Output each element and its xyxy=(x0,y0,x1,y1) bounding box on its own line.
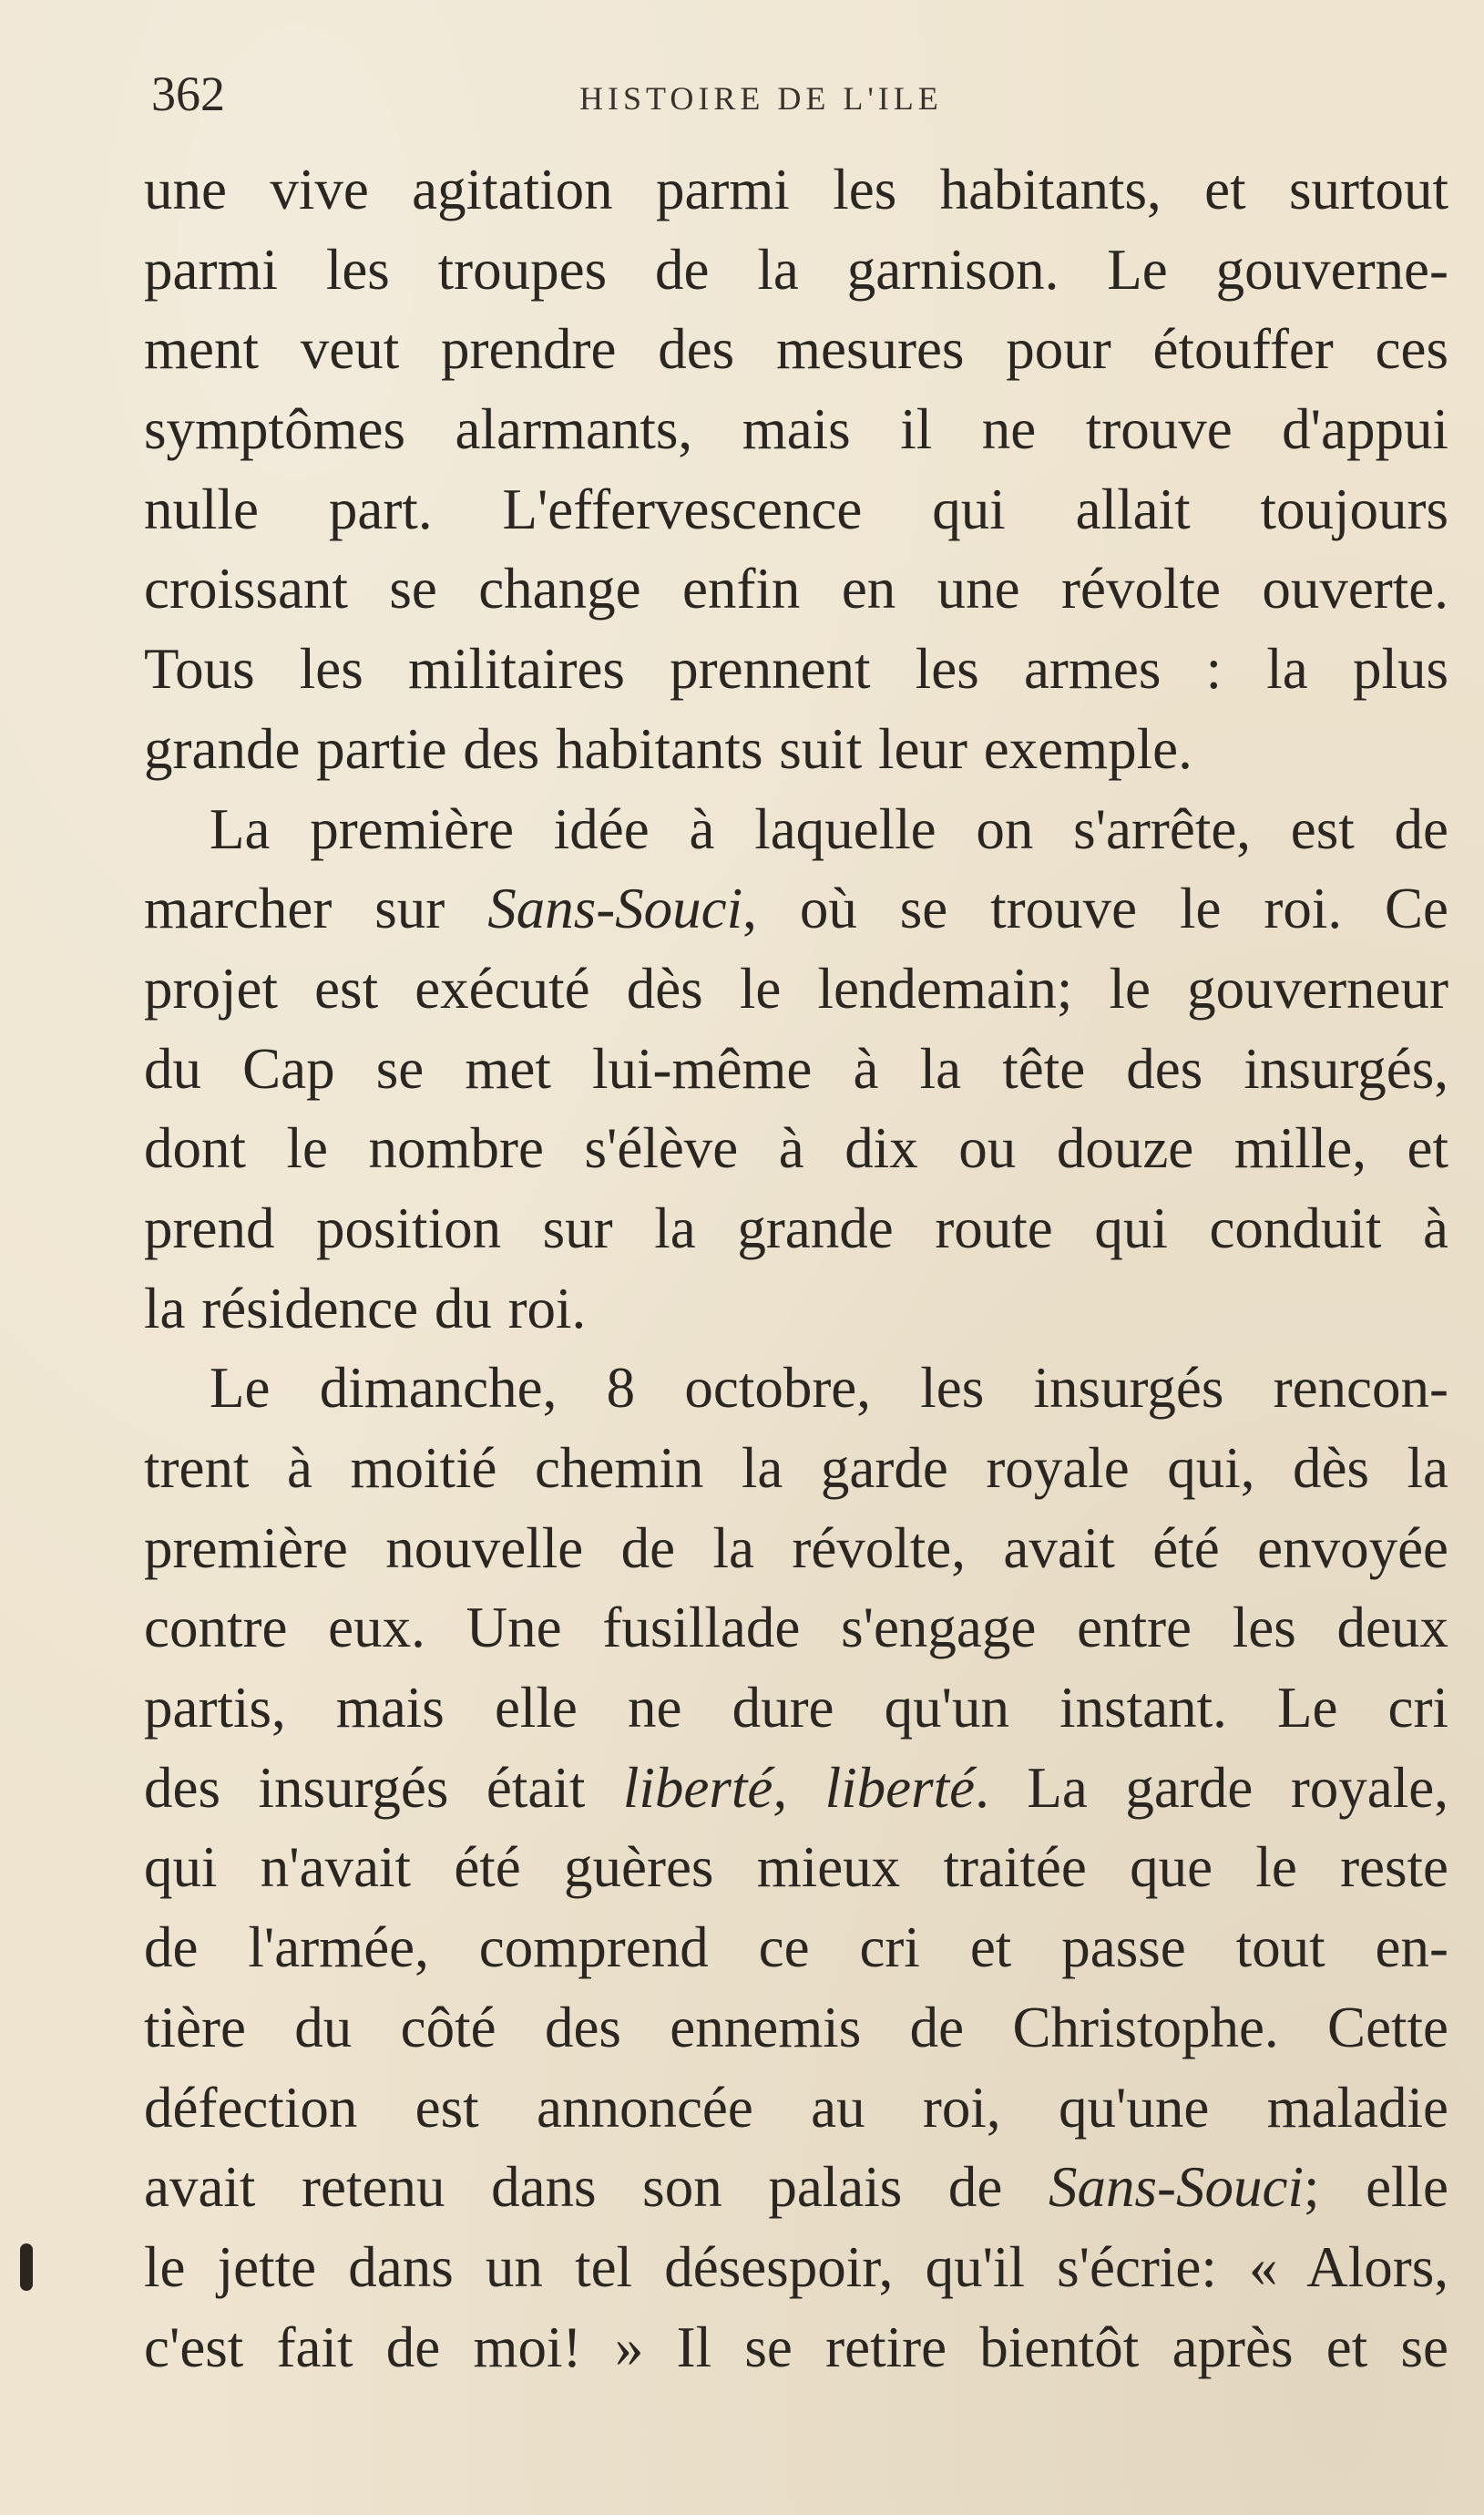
text-line: croissant se change enfin en une révolte ouverte. xyxy=(144,557,1448,621)
text-line: du Cap se met lui-même à la tête des insurgés, xyxy=(144,1036,1448,1101)
text-line: partis, mais elle ne dure qu'un instant. Le cri xyxy=(144,1676,1448,1740)
text-line: le jette dans un tel désespoir, qu'il s'écrie: « Alors, xyxy=(144,2234,1448,2299)
text-line: contre eux. Une fusillade s'engage entre les deux xyxy=(144,1596,1448,1660)
text-line: des insurgés était liberté, liberté. La garde royale, xyxy=(144,1755,1448,1820)
page-number: 362 xyxy=(151,67,225,121)
text-line: marcher sur Sans-Souci, où se trouve le roi. Ce xyxy=(144,877,1448,941)
text-line: grande partie des habitants suit leur exemple. xyxy=(144,716,1192,781)
italic-place-name: Sans-Souci xyxy=(487,877,743,941)
running-title: HISTOIRE DE L'ILE xyxy=(579,80,943,117)
text-line: tière du côté des ennemis de Christophe. Cette xyxy=(144,1995,1448,2059)
ink-mark xyxy=(20,2243,33,2291)
text-line: de l'armée, comprend ce cri et passe tout en- xyxy=(144,1915,1448,1980)
text-line: parmi les troupes de la garnison. Le gouverne- xyxy=(144,237,1448,302)
text-line: ment veut prendre des mesures pour étouffer ces xyxy=(144,317,1448,382)
text-line: trent à moitié chemin la garde royale qui, dès la xyxy=(144,1436,1448,1500)
running-head xyxy=(151,62,1454,126)
text-line: défection est annoncée au roi, qu'une maladie xyxy=(144,2075,1448,2140)
text-line: une vive agitation parmi les habitants, et surtout xyxy=(144,158,1448,221)
text-line: première nouvelle de la révolte, avait été envoyée xyxy=(144,1515,1448,1580)
text-line: La première idée à laquelle on s'arrête, est de xyxy=(210,796,1448,861)
text-line: projet est exécuté dès le lendemain; le gouverneur xyxy=(144,956,1448,1021)
italic-cry: liberté, liberté xyxy=(622,1755,976,1820)
text-line: la résidence du roi. xyxy=(144,1276,587,1340)
text-line: dont le nombre s'élève à dix ou douze mille, et xyxy=(144,1116,1448,1181)
text-line: symptômes alarmants, mais il ne trouve d'appui xyxy=(144,397,1448,462)
text-line: nulle part. L'effervescence qui allait toujours xyxy=(144,477,1448,541)
text-line: avait retenu dans son palais de Sans-Souci; elle xyxy=(144,2155,1448,2220)
text-line: Tous les militaires prennent les armes : la plus xyxy=(144,637,1448,702)
italic-place-name: Sans-Souci xyxy=(1048,2155,1304,2220)
text-line: Le dimanche, 8 octobre, les insurgés rencon- xyxy=(210,1356,1448,1421)
text-line: qui n'avait été guères mieux traitée que le reste xyxy=(144,1835,1448,1900)
body-text xyxy=(144,150,1448,2387)
text-line: c'est fait de moi! » Il se retire bientôt après et se xyxy=(144,2315,1448,2379)
text-line: prend position sur la grande route qui conduit à xyxy=(144,1196,1448,1260)
